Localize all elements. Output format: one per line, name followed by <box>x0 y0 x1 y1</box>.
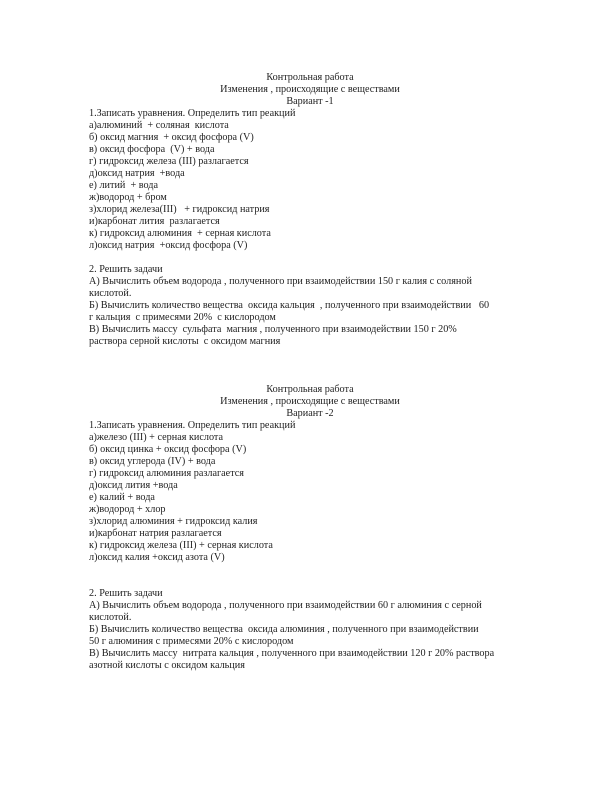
problem-text: А) Вычислить объем водорода , полученного при взаимодействии 150 г калия с соляной <box>89 276 472 287</box>
reaction-item: з)хлорид алюминия + гидроксид калия <box>89 516 258 527</box>
reaction-item: б) оксид цинка + оксид фосфора (V) <box>89 444 247 455</box>
reaction-item: к) гидроксид алюминия + серная кислота <box>89 228 271 239</box>
reaction-item: л)оксид натрия +оксид фосфора (V) <box>89 240 248 251</box>
problem-text: азотной кислоты с оксидом кальция <box>89 660 245 671</box>
reaction-item: л)оксид калия +оксид азота (V) <box>89 552 225 563</box>
reaction-item: д)оксид натрия +вода <box>89 168 185 179</box>
reaction-item: а)алюминий + соляная кислота <box>89 120 229 131</box>
reaction-item: а)железо (III) + серная кислота <box>89 432 224 443</box>
reaction-item: е) литий + вода <box>89 180 158 191</box>
variant-1-task2-section <box>89 264 529 348</box>
problem-text: кислотой. <box>89 612 132 623</box>
problem-text: А) Вычислить объем водорода , полученного при взаимодействии 60 г алюминия с серной <box>89 600 482 611</box>
task2-heading: 2. Решить задачи <box>89 588 163 599</box>
reaction-item: в) оксид углерода (IV) + вода <box>89 456 216 467</box>
problem-text: кислотой. <box>89 288 132 299</box>
doc-subtitle: Изменения , происходящие с веществами <box>220 84 400 95</box>
reaction-item: и)карбонат натрия разлагается <box>89 528 222 539</box>
reaction-item: ж)водород + хлор <box>89 504 166 515</box>
reaction-item: в) оксид фосфора (V) + вода <box>89 144 215 155</box>
problem-text: 50 г алюминия с примесями 20% с кислородом <box>89 636 294 647</box>
reaction-item: ж)водород + бром <box>89 192 167 203</box>
reaction-item: г) гидроксид железа (III) разлагается <box>89 156 249 167</box>
variant-2-task2-section <box>89 588 529 672</box>
problem-text: Б) Вычислить количество вещества оксида кальция , полученного при взаимодействии 60 <box>89 300 490 311</box>
reaction-item: б) оксид магния + оксид фосфора (V) <box>89 132 254 143</box>
problem-text: раствора серной кислоты с оксидом магния <box>89 336 281 347</box>
doc-subtitle: Изменения , происходящие с веществами <box>220 396 400 407</box>
task1-heading: 1.Записать уравнения. Определить тип реакций <box>89 108 296 119</box>
reaction-item: г) гидроксид алюминия разлагается <box>89 468 244 479</box>
task1-heading: 1.Записать уравнения. Определить тип реакций <box>89 420 296 431</box>
reaction-item: е) калий + вода <box>89 492 155 503</box>
reaction-item: з)хлорид железа(III) + гидроксид натрия <box>89 204 270 215</box>
reaction-item: к) гидроксид железа (III) + серная кислота <box>89 540 273 551</box>
doc-title: Контрольная работа <box>266 384 354 395</box>
variant-label: Вариант -2 <box>286 408 334 419</box>
variant-1-task1-section <box>89 72 529 252</box>
variant-2-task1-section <box>89 384 529 564</box>
task2-heading: 2. Решить задачи <box>89 264 163 275</box>
doc-title: Контрольная работа <box>266 72 354 83</box>
problem-text: г кальция с примесями 20% с кислородом <box>89 312 276 323</box>
reaction-item: и)карбонат лития разлагается <box>89 216 220 227</box>
problem-text: В) Вычислить массу нитрата кальция , полученного при взаимодействии 120 г 20% раствора <box>89 648 495 659</box>
variant-label: Вариант -1 <box>286 96 334 107</box>
problem-text: Б) Вычислить количество вещества оксида алюминия , полученного при взаимодействии <box>89 624 479 635</box>
problem-text: В) Вычислить массу сульфата магния , полученного при взаимодействии 150 г 20% <box>89 324 457 335</box>
reaction-item: д)оксид лития +вода <box>89 480 178 491</box>
